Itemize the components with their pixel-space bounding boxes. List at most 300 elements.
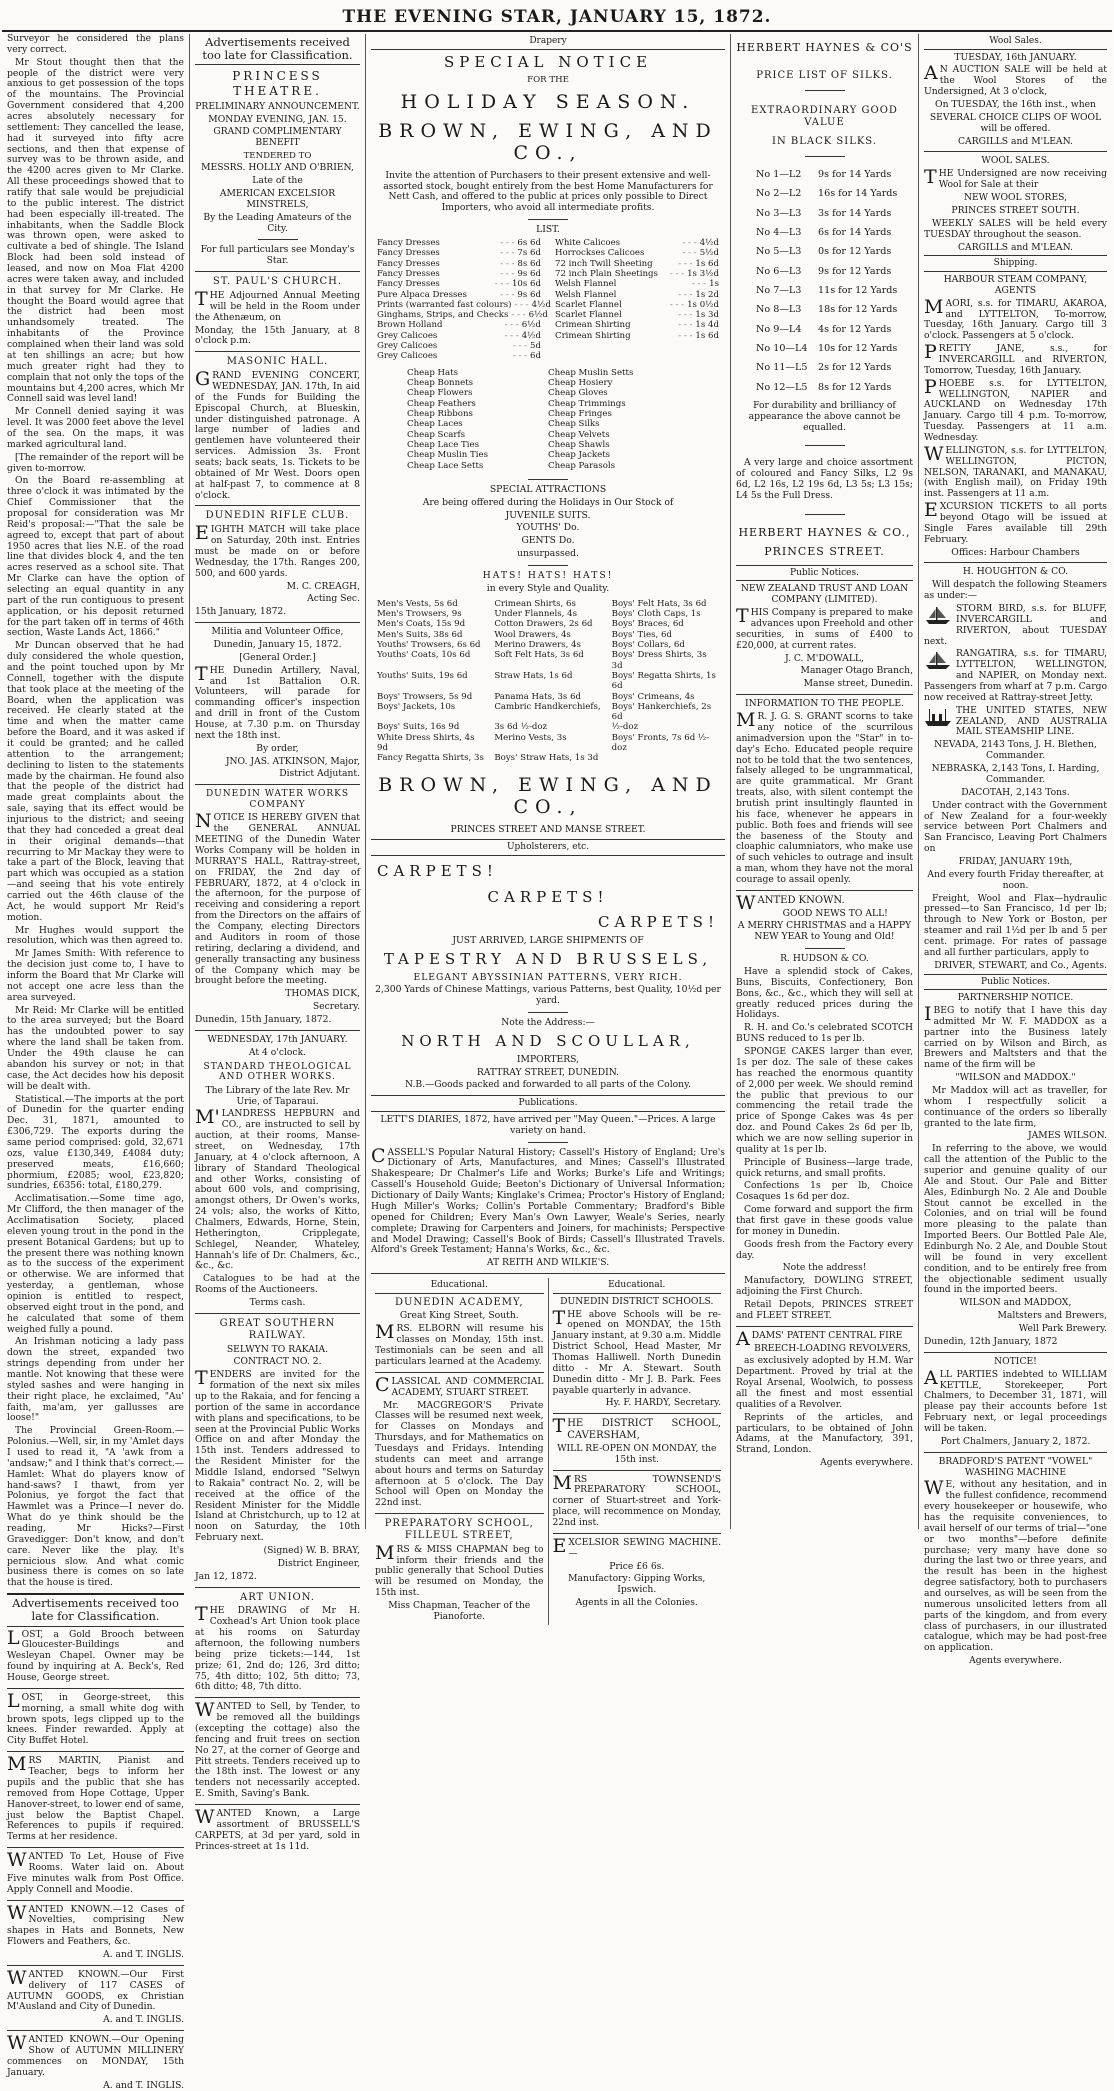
clothing-item: Boys' Felt Hats, 3s 6d [611, 598, 707, 609]
st-pauls-body: THE Adjourned Annual Meeting will be held in the Room under the Athenæum, on [195, 288, 360, 323]
north-scoullar: NORTH AND SCOULLAR, [401, 1032, 695, 1051]
drapery-intro: Invite the attention of Purchasers to their present extensive and well-assorted stock, bought entirely from the best Home Manufacturers for Nett Cash, and offered to the public at prices only possible to Direct Importers, who avoid all intermediate profits. [383, 169, 713, 214]
adams-title: ADAMS' PATENT CENTRAL FIRE [736, 1327, 903, 1350]
cheap-item: Cheap Scarfs [407, 429, 466, 440]
silk-row: No 8—L3 18s for 12 Yards [756, 304, 898, 316]
partnership-body: IBEG to notify that I have this day admitted Mr W. F. MADDOX as a partner into the Business lately carried on by Wilson and Birch, as Brewers and Maltsters and that the name of the firm will be [924, 1003, 1107, 1071]
rangatira-text: RANGATIRA, s.s. for TIMARU, LYTTELTON, WELLINGTON, and NAPIER, on Monday next. Passengers from wharf at 7 p.m. Cargo now received at Rattray-street Jetty. [924, 648, 1107, 703]
article-para: Mr Connell denied saying it was level. It was 2000 feet above the level of the sea. On the maps, it was marked agricultural land. [7, 406, 184, 450]
price-row: Grey Calicoes - - - 6d [377, 351, 541, 362]
ad-house-to-let: WANTED To Let, House of Five Rooms. Water laid on. About Five minutes walk from Post Office. Apply Connell and Moodie. [7, 1849, 184, 1895]
us-line-text: THE UNITED STATES, NEW ZEALAND, AND AUSTRALIA MAIL STEAMSHIP LINE. [956, 704, 1107, 738]
silk-row: No 4—L3 6s for 14 Yards [756, 227, 892, 239]
clothing-item: Youths' Coats, 10s 6d [377, 650, 471, 661]
ship-rangatira [924, 649, 1107, 703]
houghton-body: Will despatch the following Steamers as under:— [924, 579, 1107, 602]
clothing-item: Men's Suits, 38s 6d [377, 629, 463, 640]
clothing-item: Boys' Collars, 6d [611, 639, 685, 650]
principle: Principle of Business—large trade, quick returns, and small profits. [736, 1156, 913, 1179]
adams-reprints: Reprints of the articles, and particulars, to be obtained of John Adams, at the Manufactory, 391, Strand, London. [736, 1411, 913, 1456]
caversham-title: THE DISTRICT SCHOOL, CAVERSHAM, [552, 1415, 721, 1442]
haynes-title: HERBERT HAYNES & CO'S [736, 41, 913, 54]
macgregor-ad: Mr. MACGREGOR'S Private Classes will be resumed next week, for Classes on Mondays and Thursdays, and for Mathematics on Tuesdays and Fridays. Intending students can meet and arrange about hours and terms on Saturday afternoon at 5 o'clock. The Day School will Open on Monday the 22nd inst. [375, 1399, 544, 1509]
ad-signature: A. and T. INGLIS. [103, 2014, 184, 2026]
price-row: Fancy Dresses - - - 7s 6d [377, 248, 541, 259]
cheap-item: Cheap Hats [407, 367, 459, 378]
clothing-item: Youths' Suits, 19s 6d [377, 670, 468, 681]
column-3 [366, 34, 731, 1622]
mens-list [377, 599, 719, 764]
ship-maori: MAORI, s.s. for TIMARU, AKAROA, and LYTTELTON, To-morrow, Tuesday, 16th January. Cargo till 3 o'clock. Passengers at 5 o'clock. [924, 295, 1107, 342]
wool-sales-title: WOOL SALES. [981, 155, 1050, 167]
wanted-known: WANTED KNOWN. [736, 891, 845, 914]
cheap-list-right [548, 368, 689, 471]
price-row: Fancy Dresses - - - 6s 6d [377, 237, 541, 248]
article-para: Mr Duncan observed that he had duly considered the whole question, and the point touched upon by Mr Connell, together with the dispute that took place at the meeting of the Board, when the application was received. He clearly stated at the time and when the matter came before the Board, and it was asked if it could be granted; and he called attention to the arrangement; declining to listen to the statements made by the chairman. He found also that the people of the district had made great complaints about the sale, saying that its effect would be injurious to the district; and seeing that they had conceded a great deal in their original demands—that recurring to Mr Mackay they were to take a part of the Block, leaving that part which was occupied as a station—and seeing that his vote entirely carried out the 46th clause of the Act, he would support Mr Reid's motion. [7, 640, 184, 923]
abyssinian: ELEGANT ABYSSINIAN PATTERNS, VERY RICH. [413, 971, 683, 983]
clothing-item: Boys' Hankerchiefs, 2s 6d [611, 701, 712, 723]
silks-title: PRICE LIST OF SILKS. [756, 69, 893, 81]
wool-undersigned: THE Undersigned are now receiving Wool for Sale at their [924, 166, 1107, 191]
section-upholsterers: Upholsterers, etc. [371, 839, 725, 856]
tender-ad: WANTED to Sell, by Tender, to be removed all the buildings (excepting the cottage) also the fencing and fruit trees on section No 27, at the corner of George and Pitt streets. Tenders received up to the 18th inst. The lowest or any tenders not necessarily accepted. E. Smith, Saving's Bank. [195, 1699, 360, 1800]
railway-title: GREAT SOUTHERN RAILWAY. [219, 1317, 336, 1341]
mcdowall-sig: Manager Otago Branch, [800, 665, 913, 677]
clothing-item: Boys' Trowsers, 5s 9d [377, 691, 473, 702]
academy-address: Great King Street, South. [399, 1310, 519, 1322]
library-time: At 4 o'clock. [248, 1046, 307, 1058]
art-union-body: THE DRAWING of Mr H. Coxhead's Art Union took place at his rooms on Saturday afternoon, the following numbers being prize tickets:—144, 1st prize; 61, 2nd do; 126, 3rd ditto; 75, 4th ditto; 102, 5th ditto; 73, 6th ditto; 48, 7th ditto. [195, 1603, 360, 1693]
cheap-item: Cheap Jackets [548, 450, 611, 461]
price-row: Crimean Shirting - - - 1s 6d [555, 330, 719, 341]
library-title: STANDARD THEOLOGICAL AND OTHER WORKS. [203, 1061, 352, 1083]
rattray-street: RATTRAY STREET, DUNEDIN. [476, 1066, 620, 1078]
port-chalmers-date: Port Chalmers, January 2, 1872. [940, 1435, 1091, 1447]
cheap-item: Cheap Feathers [407, 398, 476, 409]
clothing-item: Wool Drawers, 4s [494, 629, 571, 640]
library-date: WEDNESDAY, 17th JANUARY. [207, 1033, 348, 1045]
price-row: 72 inch Plain Sheetings - - - 1s 3½d [555, 268, 719, 279]
silk-row: No 6—L3 9s for 12 Yards [756, 265, 892, 277]
library-terms: Terms cash. [249, 1297, 306, 1309]
rifle-club-title: DUNEDIN RIFLE CLUB. [205, 510, 350, 522]
militia-body: THE Dunedin Artillery, Naval, and 1st Battalion O.R. Volunteers, will parade for commanding officer's inspection and drill in front of the Custom House, at 7.30 p.m. on Thursday next the 18th inst. [195, 662, 360, 741]
rifle-club-sig: Acting Sec. [307, 593, 360, 605]
article-para: Mr Hughes would support the resolution, which was then agreed to. [7, 924, 184, 947]
wool-princes: PRINCES STREET SOUTH. [951, 204, 1080, 216]
brown-ewing-address: PRINCES STREET AND MANSE STREET. [450, 823, 646, 835]
cheap-item: Cheap Lace Setts [407, 460, 484, 471]
hudson-body: Have a splendid stock of Cakes, Buns, Biscuits, Confectionery, Bon Bons, &c., &c., which they will sell at greatly reduced prices during the Holidays. [736, 966, 913, 1021]
st-pauls-title: ST. PAUL'S CHURCH. [212, 276, 343, 288]
district-schools-body: THE above Schools will be re-opened on MONDAY, the 15th January instant, at 9.30 a.m. Middle District School, Head Master, Mr Thomas Halliwell. North Dunedin ditto - Mr A. Stewart. South Dunedin ditto - Mr J. B. Park. Fees payable quarterly in advance. [552, 1306, 721, 1396]
mail-friday: FRIDAY, JANUARY 19th, [958, 855, 1073, 867]
support: Come forward and support the firm that first gave in these goods value for money in Dunedin. [736, 1204, 913, 1237]
silk-row: No 3—L3 3s for 14 Yards [756, 207, 892, 219]
railway-date: Jan 12, 1872. [195, 1570, 257, 1582]
hats-sub: in every Style and Quality. [486, 582, 610, 594]
masonic-body: GRAND EVENING CONCERT, WEDNESDAY, JAN. 17th, In aid of the Funds for Building the Episcopal Church, at Blueskin, under distinguished patronage. A large number of ladies and gentlemen have volunteered their services. Admission 3s. Front seats; back seats, 1s. Tickets to be obtained of Mr West. Doors open at half-past 7, to commence at 8 o'clock. [195, 368, 360, 501]
classical-academy: CLASSICAL AND COMMERCIAL ACADEMY, STUART STREET. [375, 1373, 544, 1398]
chapman-sig: Miss Chapman, Teacher of the Pianoforte. [388, 1599, 531, 1622]
theatre-line: MESSRS. HOLLY AND O'BRIEN, [201, 162, 354, 174]
clothing-item: Men's Vests, 5s 6d [377, 598, 458, 609]
railway-sig: District Engineer, [277, 1557, 360, 1569]
price-row: Fancy Dresses - - - 9s 6d [377, 268, 541, 279]
silk-row: No 12—L5 8s for 12 Yards [756, 381, 892, 393]
reith-wilkie: AT REITH AND WILKIE'S. [486, 1257, 610, 1269]
cheap-list-left [407, 368, 548, 471]
carpets-row [371, 885, 725, 911]
fancy-silks: A very large and choice assortment of coloured and Fancy Silks, L2 9s 6d, L2 16s, L2 19s 6d, L3 5s; L3 15s; L4 5s the Full Dress. [736, 457, 913, 502]
price-row: Ginghams, Strips, and Checks - - - 6½d [377, 310, 548, 321]
grant-notice: MR. J. G. S. GRANT scorns to take any notice of the scurrilous animadversion upon the "Star" in to-day's Echo. Educated people require not to be told that the two sentences, falsely alleged to be ungrammatical, are quite grammatical. Mr Grant treats, also, with silent contempt the brutish print insultingly flaunted in his face, whenever he appears in public. Both foes and friends will see the baseness of the Stouty and cloaphic calumniators, who make use of such vehicles to outrage and insult a man, whom they have not the moral courage to assail openly. [736, 709, 913, 885]
cheap-item: Cheap Muslin Ties [407, 450, 489, 461]
special-notice: SPECIAL NOTICE [443, 52, 653, 71]
clothing-item: Boys' Ties, 6d [611, 629, 672, 640]
article-para: Surveyor he considered the plans very correct. [7, 33, 184, 55]
note-address: Note the address! [782, 1262, 867, 1274]
article-para: Mr Reid: Mr Clarke will be entitled to the area surveyed; but the Board has the undoubted power to say where the land shall be taken from. Under the 49th clause he can abandon his survey or not; in that case, the Act decides how his deposit will be dealt with. [7, 1004, 184, 1092]
price-row: Welsh Flannel - - - 1s 2d [555, 289, 719, 300]
tapestry-brussels: TAPESTRY AND BRUSSELS, [383, 949, 713, 968]
clothing-item: Merino Vests, 3s [494, 732, 567, 743]
masonic-title: MASONIC HALL. [226, 356, 329, 368]
cheap-item: Cheap Bonnets [407, 378, 474, 389]
clothing-item: Straw Hats, 1s 6d [494, 670, 573, 681]
cheap-item: Cheap Velvets [548, 429, 610, 440]
nb-note: N.B.—Goods packed and forwarded to all parts of the Colony. [405, 1079, 691, 1091]
rifle-club-date: 15th January, 1872. [195, 606, 287, 618]
brewery-referring: In referring to the above, we would call the attention of the Public to the superior and genuine quality of our Ale and Stout. Our Pale and Bitter Ales, Edinburgh No. 2 Ale and Double Stout cannot be excelled in the Colonies, and on trial will be found more pleasing to the palate than Imported Beers. Our Bottled Pale Ale, Edinburgh No. 2 Ale, and Double Stout will be found in very excellent condition, and to be entirely free from the objectionable sediment usually found in the imported beers. [924, 1143, 1107, 1296]
carpets-3: CARPETS! [598, 913, 719, 932]
prep-school-title: PREPARATORY SCHOOL, FILLEUL STREET, [384, 1518, 534, 1541]
railway-contract: CONTRACT NO. 2. [233, 1356, 322, 1368]
sewing-price: Price £6 6s. [609, 1560, 665, 1572]
houghton-title: H. HOUGHTON & CO. [962, 566, 1069, 578]
clothing-item: Men's Coats, 15s 9d [377, 619, 466, 630]
mattings: 2,300 Yards of Chinese Mattings, various Patterns, best Quality, 10½d per yard. [375, 984, 721, 1007]
ad-signature: A. and T. INGLIS. [103, 2079, 184, 2091]
carpets-1: CARPETS! [377, 861, 498, 880]
good-news: GOOD NEWS TO ALL! [782, 907, 888, 919]
rifle-club-body: EIGHTH MATCH will take place on Saturday, 20th inst. Entries must be made on or before Wednesday, the 17th. Ranges 200, 500, and 600 yards. [195, 522, 360, 579]
hats-heading: HATS! HATS! HATS! [482, 569, 614, 581]
cheap-item: Cheap Lace Ties [407, 439, 479, 450]
theatre-line: PRELIMINARY ANNOUNCEMENT. [195, 100, 360, 112]
ship-icon [924, 604, 952, 626]
district-schools-title: DUNEDIN DISTRICT SCHOOLS. [560, 1295, 714, 1307]
wool-on-tue: On TUESDAY, the 16th inst., when [935, 99, 1096, 111]
ship-dacotah: DACOTAH, 2,143 Tons. [961, 786, 1070, 798]
library-sub: The Library of the late Rev. Mr Urie, of Taparaui. [205, 1084, 350, 1107]
ship-phoebe: PHOEBE s.s. for LYTTELTON, WELLINGTON, NAPIER and AUCKLAND on Wednesday 17th January. Cargo till 4 p.m. To-morrow, Tuesday. Passengers at 11 a.m. Wednesday. [924, 375, 1107, 443]
ad-signature: A. and T. INGLIS. [103, 1948, 184, 1960]
ship-wellington: WELLINGTON, s.s. for LYTTELTON, WELLINGTON, PICTON, NELSON, TARANAKI, and MANAKAU, (with English mail), on Friday 19th inst. Passengers at 11 a.m. [924, 442, 1107, 500]
unsurpassed: unsurpassed. [517, 548, 579, 560]
theatre-line: AMERICAN EXCELSIOR MINSTRELS, [219, 188, 336, 210]
price-row: Pure Alpaca Dresses - - - 9s 6d [377, 289, 541, 300]
waterworks-title: DUNEDIN WATER WORKS COMPANY [205, 789, 350, 810]
cheap-item: Cheap Shawls [548, 439, 610, 450]
price-row: Prints (warranted fast colours) - - - 4½d [377, 299, 551, 310]
black-silks: IN BLACK SILKS. [772, 136, 877, 148]
column-5 [919, 34, 1112, 1667]
masthead-title: THE EVENING STAR, JANUARY 15, 1872. [342, 7, 772, 27]
article-para: The Provincial Green-Room.—Polonius.—Well, sir, in my 'Amlet days I used to read it, "A 'awk from a 'andsaw;" and I think that's correct.—Hamlet: What do players know of hand-saws? I thawt, from yer Polonius, ye forgot the fact that Hawmlet was a Prince—I never do. What do ye think should be the reading, Mr Hicks?—First Gravedigger: Don't know, and don't care. Never like the play. It's pernicious slow. And what comic business there is comes on so late that the house is tired. [7, 1425, 184, 1589]
silk-row: No 1—L2 9s for 14 Yards [756, 169, 892, 181]
waterworks-date: Dunedin, 15th January, 1872. [195, 1013, 332, 1025]
price-row: Crimean Shirting - - - 1s 4d [555, 320, 719, 331]
ad-autumn-goods: WANTED KNOWN.—Our First delivery of 117 CASES of AUTUMN GOODS, ex Christian M'Ausland and City of Dunedin. [7, 1966, 184, 2013]
masthead [2, 0, 1112, 32]
clothing-item: Soft Felt Hats, 3s 6d [494, 650, 584, 661]
clothing-item: Crimean Shirts, 6s [494, 598, 576, 609]
just-arrived: JUST ARRIVED, LARGE SHIPMENTS OF [452, 935, 644, 947]
adams-agents: Agents everywhere. [820, 1457, 913, 1469]
clothing-item: Panama Hats, 3s 6d [494, 691, 582, 702]
silk-price-list [736, 169, 913, 393]
clothing-item: Boys' Cloth Caps, 1s [611, 609, 701, 620]
cargills-sig: CARGILLS and M'LEAN. [958, 241, 1073, 253]
caversham-reopen: WILL RE-OPEN ON MONDAY, the 15th inst. [557, 1442, 717, 1465]
list-title: LIST. [536, 224, 560, 236]
theatre-line: Late of the [252, 175, 303, 187]
classification-heading: Advertisements received too late for Classification. [195, 34, 360, 65]
theatre-line: By the Leading Amateurs of the City. [203, 211, 352, 234]
wool-date: TUESDAY, 16th JANUARY. [954, 51, 1077, 63]
ship-nebraska: NEBRASKA, 2,143 Tons, I. Harding, Commander. [931, 763, 1100, 785]
silk-row: No 2—L2 16s for 14 Yards [756, 188, 898, 200]
chapman-ad: MRS & MISS CHAPMAN beg to inform their friends and the public generally that School Duties will be resumed on Monday, the 15th inst. [375, 1541, 544, 1599]
clothing-item: Fancy Regatta Shirts, 3s [377, 753, 484, 764]
railway-sig: (Signed) W. B. BRAY, [263, 1544, 360, 1556]
waterworks-sig: Secretary. [312, 1001, 360, 1013]
carpets-ad: WANTED Known, a Large assortment of BRUSSELL'S CARPETS, at 3d per yard, sold in Princes-street at 1s 11d. [195, 1805, 360, 1852]
price-list [377, 238, 719, 362]
column-2 [190, 34, 366, 1852]
price-row: Grey Calicoes - - - 5d [377, 341, 541, 352]
art-union-title: ART UNION. [239, 1591, 316, 1603]
james-wilson: JAMES WILSON. [1027, 1130, 1107, 1142]
article-para: Mr Stout thought then that the people of the district were very anxious to get possession of the tops of the mountains. The Provincial Government considered that 4,200 acres absolutely necessary for settlement: They cancelled the lease, had it surveyed into fifty acre sections, and then that expense of survey was to be thrown aside, and the 4200 acres given to Mr Clarke. All these proceedings showed that to ratify that sale would be prejudicial to the public interest. The district had been especially ill-treated. The inhabitants, when the Saddle Block was thrown open, were asked to cultivate a bed of shingle. The Island Block had been sold instead of leased, and now on Moa Flat 4200 acres were taken away, and included in that survey for Mr Clarke. He thought the Board would agree that the district had been most unhandsomely treated. The inhabitants of the Province complained when their land was sold at ten shillings an acre; but how much greater right had they to complain that not only the tops of the mountains but 4,200 acres, which Mr Connell said was level land! [7, 56, 184, 405]
theatre-footer: For full particulars see Monday's Star. [200, 244, 355, 267]
hudson-title: R. HUDSON & CO. [780, 953, 869, 965]
extraordinary-value: EXTRAORDINARY GOOD VALUE [751, 104, 898, 128]
clothing-item: Boys' Regatta Shirts, 1s 6d [611, 670, 716, 692]
scotch-buns: R. H. and Co.'s celebrated SCOTCH BUNS reduced to 1s per lb. [736, 1022, 913, 1045]
princes-street: PRINCES STREET. [764, 544, 885, 558]
silk-row: No 7—L3 11s for 12 Yards [756, 285, 898, 297]
wilson-maddox: WILSON and MADDOX, [959, 1297, 1072, 1309]
mcdowall-sig: Manse street, Dunedin. [803, 678, 913, 690]
carpets-2: CARPETS! [487, 887, 609, 906]
offering-text: Are being offered during the Holidays in Our Stock of [422, 496, 674, 508]
article-para: On the Board re-assembling at three o'clock it was intimated by the Chief Commissioner that the proposal for consideration was Mr Reid's proposal:—"That the sale be agreed to, except that part of about 1950 acres that lies N.E. of the road line that divides block 4, and the ten acres reserved as a school site. That Mr Clarke can have the option of selecting an equal quantity in any part of the run contiguous to present application, or his deposit returned for the part taken off in terms of 46th section, Waste Lands Act, 1866." [7, 475, 184, 639]
clothing-item: Cambric Handkerchiefs, [494, 701, 601, 712]
cheap-item: Cheap Ribbons [407, 408, 473, 419]
cargills-sig: CARGILLS and M'LEAN. [958, 135, 1073, 147]
theatre-line: TENDERED TO [243, 151, 312, 162]
article-para: Mr James Smith: With reference to the decision just come to, I have to inform the Board that Mr Clarke will not accept one acre less than the area surveyed. [7, 948, 184, 1003]
column-1 [2, 33, 190, 2091]
wool-stores: NEW WOOL STORES, [963, 192, 1068, 204]
clothing-item: Boys' Braces, 6d [611, 619, 684, 630]
price-row: Fancy Dresses - - - 10s 6d [377, 279, 541, 290]
well-park-date: Dunedin, 12th January, 1872 [924, 1335, 1058, 1347]
price-row: Horrockses Calicoes - - - 5½d [555, 248, 719, 259]
clothing-item: White Dress Shirts, 4s 9d [377, 732, 475, 754]
silk-row: No 11—L5 2s for 12 Yards [756, 362, 892, 374]
section-drapery: Drapery [371, 34, 725, 50]
clothing-item: Boys' Crimeans, 4s [611, 691, 695, 702]
price-row: 72 inch Twill Sheeting - - - 1s 6d [555, 258, 719, 269]
mail-freight: Freight, Wool and Flax—hydraulic pressed—to San Francisco, 1d per lb; through to New York or Boston, per steamer and rail 1½d per lb and 5 per cent. primage. For rates of passage and all further particulars, apply to [924, 892, 1107, 958]
info-title: INFORMATION TO THE PEOPLE. [745, 698, 904, 710]
militia-head: Dunedin, January 15, 1872. [213, 638, 342, 650]
price-list-right [555, 238, 719, 362]
sewing-manufactory: Manufactory: Gipping Works, Ipswich. [568, 1573, 706, 1596]
partnership-firm: "WILSON and MADDOX." [955, 1072, 1076, 1084]
bradford-agents: Agents everywhere. [969, 1655, 1062, 1667]
storm-bird-text: STORM BIRD, s.s. for BLUFF, INVERCARGILL and RIVERTON, about TUESDAY next. [924, 603, 1107, 647]
partnership-more: Mr Maddox will act as traveller, for whom I respectfully solicit a continuance of the orders so liberally granted to the late firm, [924, 1085, 1107, 1129]
theatre-line: GRAND COMPLIMENTARY BENEFIT [213, 126, 342, 149]
manufactory: Manufactory, DOWLING STREET, adjoining the First Church. [736, 1275, 913, 1298]
cheap-item: Cheap Trimmings [548, 398, 626, 409]
youths-suits: YOUTHS' Do. [516, 522, 580, 534]
ad-novelties: WANTED KNOWN.—12 Cases of Novelties, comprising New shapes in Hats and Bonnets, New Flowers and Feathers, &c. [7, 1901, 184, 1948]
confections: Confections 1s per lb, Choice Cosaques 1s 6d per doz. [736, 1180, 913, 1203]
note-address: Note the Address:— [501, 1017, 595, 1029]
bradford-body: WE, without any hesitation, and in the fullest confidence, recommend every housekeeper or housewife, who has the requisite conveniences, to avail herself of our terms of trial—"one or two months"—before definite purchase; very many have done so during the last two or three years, and the result has been in the highest degree satisfactory, both to purchasers and ourselves, as will be seen from the numerous unsolicited letters from all parts of the kingdom, and from every class of purchasers, in our illustrated catalogue, which may be had post-free on application. [924, 1477, 1108, 1654]
merry-christmas: A MERRY CHRISTMAS and a HAPPY NEW YEAR to Young and Old! [737, 920, 912, 943]
theatre-title: PRINCESS THEATRE. [232, 69, 323, 98]
price-row: Scarlet Flannel - - - 1s 0½d [555, 299, 719, 310]
section-public-notices: Public Notices. [736, 565, 913, 582]
cheap-item: Cheap Fringes [548, 408, 612, 419]
price-row: White Calicoes - - - 4½d [555, 237, 719, 248]
clothing-item: Boys' Suits, 16s 9d [377, 722, 460, 733]
durability: For durability and brilliancy of appearance the above cannot be equalled. [748, 399, 901, 433]
ad-lost-brooch: LOST, a Gold Brooch between Gloucester-Buildings and Wesleyan Chapel. Owner may be found by inquiring at A. Beck's, Red House, George street. [7, 1626, 184, 1684]
cheap-item: Cheap Laces [407, 419, 463, 430]
hardy-sig: Hy. F. HARDY, Secretary. [605, 1397, 721, 1409]
classification-heading: Advertisements received too late for Classification. [7, 1593, 184, 1626]
ship-icon [924, 649, 952, 671]
brown-ewing-footer: BROWN, EWING, AND CO., [378, 773, 718, 819]
mail-fourth: And every fourth Friday thereafter, at noon. [927, 868, 1104, 891]
section-educational: Educational. [553, 1278, 722, 1294]
article-para: An Irishman noticing a lady pass down the street, expanded two strings depending from under her mantle. Not knowing that these were styled sashes and were hanging in their right place, he exclaimed, "Au' faith, ma'am, yer gallusses are loose!" [7, 1336, 184, 1424]
militia-head: [General Order.] [239, 651, 316, 663]
retail-depots: Retail Depots, PRINCES STREET and FLEET STREET. [736, 1298, 913, 1321]
harbour-title: HARBOUR STEAM COMPANY, AGENTS [943, 273, 1088, 296]
rifle-club-sig: M. C. CREAGH, [286, 580, 360, 592]
nztl-title: NEW ZEALAND TRUST AND LOAN COMPANY (LIMITED). [740, 583, 909, 606]
clothing-item: Cotton Drawers, 2s 6d [494, 619, 593, 630]
fresh: Goods fresh from the Factory every day. [736, 1238, 913, 1261]
holiday-season: HOLIDAY SEASON. [400, 91, 696, 114]
article-para: Acclimatisation.—Some time ago, Mr Clifford, the then manager of the Acclimatisation Society, placed eleven young trout in the pond in the present Botanical Gardens; but up to the present there was nothing known as to the success of the experiment or otherwise. We are informed that yesterday, a gentleman, whose opinion is entitled to respect, observed eight trout in the pond, and he calculated that some of them weighed fully a pound. [7, 1193, 184, 1335]
column-4 [731, 34, 919, 1529]
letts-diaries: LETT'S DIARIES, 1872, have arrived per "May Queen."—Prices. A large variety on hand. [380, 1113, 716, 1136]
waterworks-body: NOTICE IS HEREBY GIVEN that the GENERAL ANNUAL MEETING of the Dunedin Water Works Company will be holden in MURRAY'S HALL, Rattray-street, on FRIDAY, the 2nd day of FEBRUARY, 1872, at 4 o'clock in the afternoon, for the purpose of receiving and considering a report from the Directors on the affairs of the Company, electing Directors and Auditors in room of those retiring, declaring a dividend, and generally transacting any business of the Company which may be brought before the meeting. [195, 810, 360, 987]
us-mail-line [924, 706, 1107, 739]
for-the: FOR THE [527, 75, 569, 86]
library-foot: Catalogues to be had at the Rooms of the Auctioneers. [195, 1273, 360, 1296]
section-publications: Publications. [371, 1095, 725, 1112]
ship-storm-bird [924, 604, 1107, 647]
mail-contract: Under contract with the Government of New Zealand for a four-weekly service between Port Chalmers and San Francisco, Leaving Port Chalmers on [924, 799, 1107, 855]
educational-left [371, 1278, 549, 1625]
harbour-offices: Offices: Harbour Chambers [951, 546, 1080, 558]
silk-row: No 9—L4 4s for 12 Yards [756, 323, 892, 335]
railway-body: TENDERS are invited for the formation of the next six miles up to the Rakaia, and for fencing a portion of the same in accordance with plans and specifications, to be seen at the Provincial Public Works Office on and after Monday the 15th inst. Tenders addressed to the Resident Minister for the Middle Island, endorsed "Selwyn to Rakaia" contract No. 2, will be received at the office of the Resident Minister for the Middle Island at Christchurch, up to 12 at noon on Saturday, the 10th February next. [195, 1367, 361, 1544]
militia-sig: District Adjutant. [279, 768, 360, 780]
sponge-cakes: SPONGE CAKES larger than ever, 1s per doz. The sale of these cakes has reached the enormous quantity of 2,000 per week. We should remind the public that previous to our commencing the retail trade the price of Sponge Cakes was 4s per doz. and Pound Cakes 2s 6d per lb, which we are now selling superior in quality at 1s per lb. [736, 1046, 913, 1155]
ship-nevada: NEVADA, 2143 Tons, J. H. Blethen, Commander. [934, 739, 1097, 762]
haynes-footer: HERBERT HAYNES & CO., [738, 525, 911, 539]
clothing-item: Under Flannels, 4s [494, 609, 578, 620]
wool-clips: SEVERAL CHOICE CLIPS OF WOOL will be offered. [929, 111, 1102, 134]
price-row: Grey Calicoes - - - 4½d [377, 330, 541, 341]
brown-ewing-title: BROWN, EWING, AND CO., [378, 119, 718, 165]
railway-sub: SELWYN TO RAKAIA. [226, 1343, 329, 1355]
cheap-item: Cheap Flowers [407, 388, 473, 399]
educational-row [371, 1278, 725, 1625]
cheap-item: Cheap Hosiery [548, 378, 613, 389]
militia-by: By order, [256, 742, 299, 754]
partnership-title: PARTNERSHIP NOTICE. [957, 992, 1074, 1004]
academy-title: DUNEDIN ACADEMY, [394, 1296, 524, 1308]
well-park: Well Park Brewery. [1018, 1323, 1107, 1335]
section-public-notices: Public Notices. [924, 974, 1107, 991]
cheap-item: Cheap Muslin Setts [548, 367, 634, 378]
cheap-item: Cheap Gloves [548, 388, 608, 399]
cheap-list [407, 368, 689, 471]
gents-suits: GENTS Do. [521, 535, 575, 547]
section-shipping: Shipping. [924, 255, 1107, 272]
educational-right [549, 1278, 726, 1625]
sewing-machine-title: EXCELSIOR SEWING MACHINE.— [552, 1534, 721, 1559]
ad-lost-dog: LOST, in George-street, this morning, a small white dog with brown spots, legs clipped up to the knees. Finder rewarded. Apply at City Buffet Hotel. [7, 1689, 184, 1747]
clothing-item: Boys' Straw Hats, 1s 3d [494, 753, 599, 764]
ship-pretty-jane: PRETTY JANE, s.s., for INVERCARGILL and RIVERTON, Tomorrow, Tuesday, 16th January. [924, 341, 1107, 376]
maltsters: Maltsters and Brewers, [997, 1310, 1107, 1322]
wool-weekly: WEEKLY SALES will be held every TUESDAY throughout the season. [924, 217, 1107, 240]
cassell-list: CASSELL'S Popular Natural History; Cassell's History of England; Ure's Dictionary of Arts, Manufactures, and Mines; Cassell's Illustrated Shakespeare; Dr Chalmer's Life and Works; Burke's Life and Writings; Cassell's Household Guide; Beeton's Dictionary of Universal Information; Dictionary of Daily Wants; Kinglake's Crimea; Proctor's History of England; Hugh Miller's Works; Collin's Portable Commentary; Bradford's Bible opened for Children; Every Man's Own Lawyer, Weale's Series, nearly complete; Drawing for Carpenters and Joiners, for machinists; Perspective and Model Drawing; Cassell's Book of Birds; Cassell's Illustrated Travels. Alford's Greek Testament; Hanna's Works, &c., &c. [371, 1144, 725, 1256]
price-row: Scarlet Flannel - - - 1s 3d [555, 310, 719, 321]
price-row: Brown Holland - - - 6½d [377, 320, 541, 331]
kettle-notice: ALL PARTIES indebted to WILLIAM KETTLE, Storekeeper, Port Chalmers, to December 31, 1871, will please pay their accounts before 1st February next, or legal proceedings will be taken. [924, 1366, 1107, 1434]
importers: IMPORTERS, [516, 1053, 580, 1065]
article-para: Statistical.—The imports at the port of Dunedin for the quarter ending Dec. 31, 1871, amounted to £306,729. The exports during the same period comprised: gold, 32,671 ozs, value £130,349, £4084 duty; preserved meats, £16,660; phormium, £2085; wool, £23,820; sundries, £6356: total, £180,279. [7, 1093, 184, 1192]
clothing-item: Boys' Dress Shirts, 3s 3d [611, 650, 707, 671]
section-wool-sales: Wool Sales. [924, 34, 1107, 50]
sewing-agents: Agents in all the Colonies. [575, 1597, 698, 1609]
waterworks-sig: THOMAS DICK, [285, 988, 360, 1000]
carpets-row [371, 859, 725, 885]
price-row: Welsh Flannel - - - 1s [555, 279, 719, 290]
steamship-icon [924, 706, 952, 728]
cheap-item: Cheap Parasols [548, 460, 616, 471]
columns [2, 33, 1112, 2091]
townsend-ad: MRS TOWNSEND'S PREPARATORY SCHOOL, corner of Stuart-street and York-place, will recommence on Monday, 22nd inst. [552, 1471, 721, 1529]
mcdowall-sig: J. C. M'DOWALL, [785, 652, 864, 664]
cheap-item: Cheap Silks [548, 419, 600, 430]
silk-row: No 10—L4 10s for 12 Yards [756, 342, 898, 354]
